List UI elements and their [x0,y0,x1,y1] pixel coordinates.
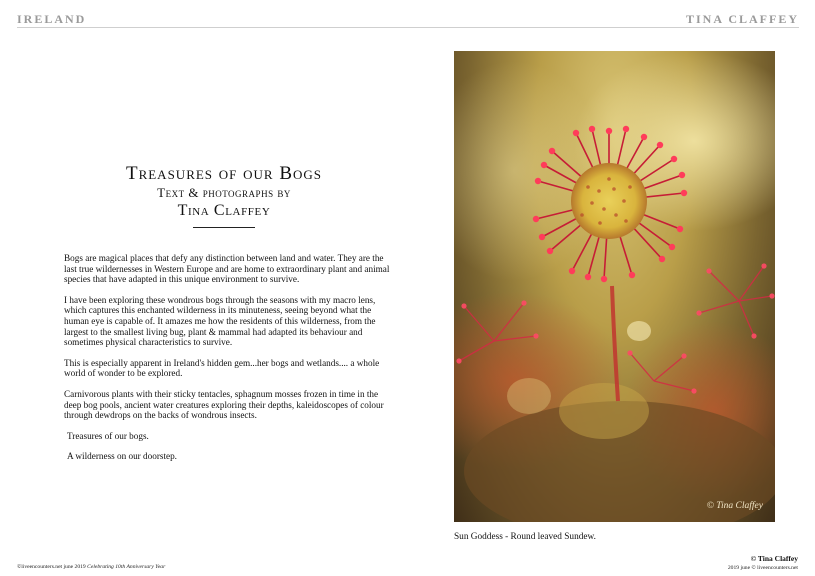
paragraph: This is especially apparent in Ireland's hidden gem...her bogs and wetlands.... a whole world of wonder to be explored. [64,357,380,379]
footer-right-line: 2019 june © liveencounters.net [727,565,798,571]
header-divider [17,27,799,28]
sundew-photo [454,51,775,522]
section-label: IRELAND [17,12,87,26]
paragraph: Bogs are magical places that defy any distinction between land and water. They are the last true wildernesses in Western Europe and are home to extraordinary plant and animal species that have adapted in this unique environment to survive. [64,253,390,285]
footer-left [17,564,165,570]
article-title: Treasures of our Bogs [125,163,323,184]
article-title-block [62,163,386,228]
article-byline: Text & photographs by [157,185,291,200]
photo-credit: © Tina Claffey [706,501,763,511]
footer-left-italic: Celebrating 10th Anniversary Year [87,564,166,570]
paragraph: I have been exploring these wondrous bogs through the seasons with my macro lens, which captures this enchanted wilderness in its minuteness, seeing beyond what the human eye is capable of. It amazes me how the residents of this wilderness, from the largest to the smallest living bug, plant & mammal had adapted its behaviour and sometimes physical characteristics to survive. [64,294,376,348]
article-body [64,253,394,472]
footer-author: © Tina Claffey [750,554,798,563]
paragraph: Treasures of our bogs. [67,430,149,441]
article-author: Tina Claffey [177,202,271,219]
title-divider [193,227,255,228]
photo-caption: Sun Goddess - Round leaved Sundew. [454,532,596,542]
paragraph: A wilderness on our doorstep. [67,451,177,462]
sundew-leaf-disc [571,163,647,239]
author-header: TINA CLAFFEY [685,12,799,26]
footer-left-prefix: ©liveencounters.net june 2019 [17,564,88,570]
sundew-illustration [454,51,775,522]
paragraph: Carnivorous plants with their sticky tentacles, sphagnum mosses frozen in time in the deep bog pools, ancient water creatures exploring their depths, kaleidoscopes of colour through dewdrops on the backs of wondrous insects. [64,388,384,421]
